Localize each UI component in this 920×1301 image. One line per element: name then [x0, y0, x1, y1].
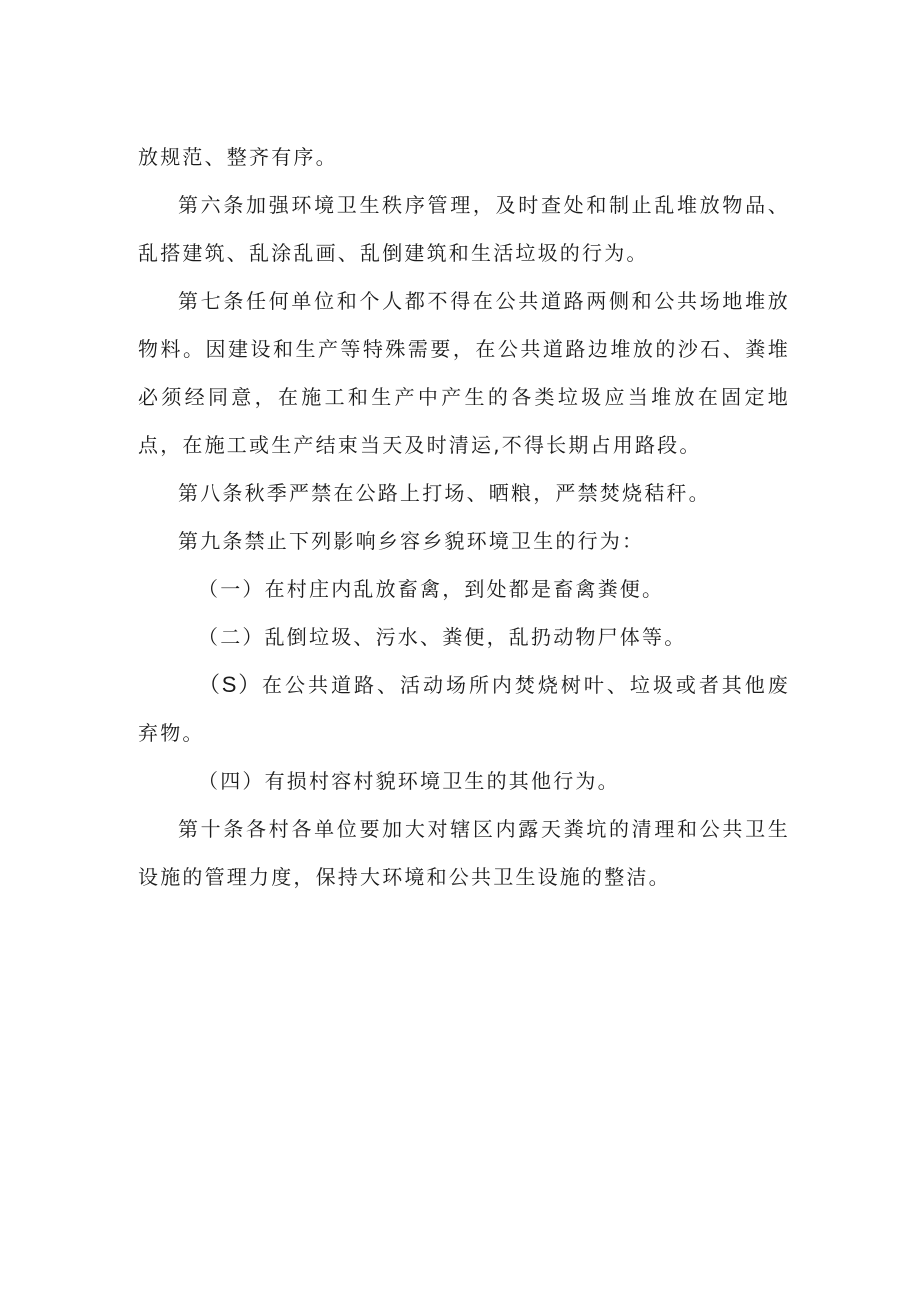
article-8: 第八条秋季严禁在公路上打场、晒粮，严禁焚烧秸秆。 [178, 481, 711, 505]
article-9-item-2: （二）乱倒垃圾、污水、粪便，乱扔动物尸体等。 [198, 625, 687, 649]
article-9-item-4: （四）有损村容村貌环境卫生的其他行为。 [198, 769, 620, 793]
article-7: 第七条任何单位和个人都不得在公共道路两侧和公共场地堆放物料。因建设和生产等特殊需要，在公共道路边堆放的沙石、粪堆必须经同意，在施工和生产中产生的各类垃圾应当堆放在固定地点，在施工或生产结束当天及时清运,不得长期占用路段。 [138, 289, 790, 457]
item-3-label: （S） [198, 672, 263, 697]
item-3-text: 在公共道路、活动场所内焚烧树叶、垃圾或者其他废弃物。 [138, 673, 790, 745]
paragraph-continuation: 放规范、整齐有序。 [138, 145, 338, 169]
article-9-item-3 [138, 661, 790, 757]
document-body [138, 133, 790, 901]
article-9: 第九条禁止下列影响乡容乡貌环境卫生的行为： [178, 529, 645, 553]
article-6: 第六条加强环境卫生秩序管理，及时查处和制止乱堆放物品、乱搭建筑、乱涂乱画、乱倒建筑和生活垃圾的行为。 [138, 193, 790, 265]
article-10: 第十条各村各单位要加大对辖区内露天粪坑的清理和公共卫生设施的管理力度，保持大环境和公共卫生设施的整洁。 [138, 817, 790, 889]
article-9-item-1: （一）在村庄内乱放畜禽，到处都是畜禽粪便。 [198, 577, 665, 601]
